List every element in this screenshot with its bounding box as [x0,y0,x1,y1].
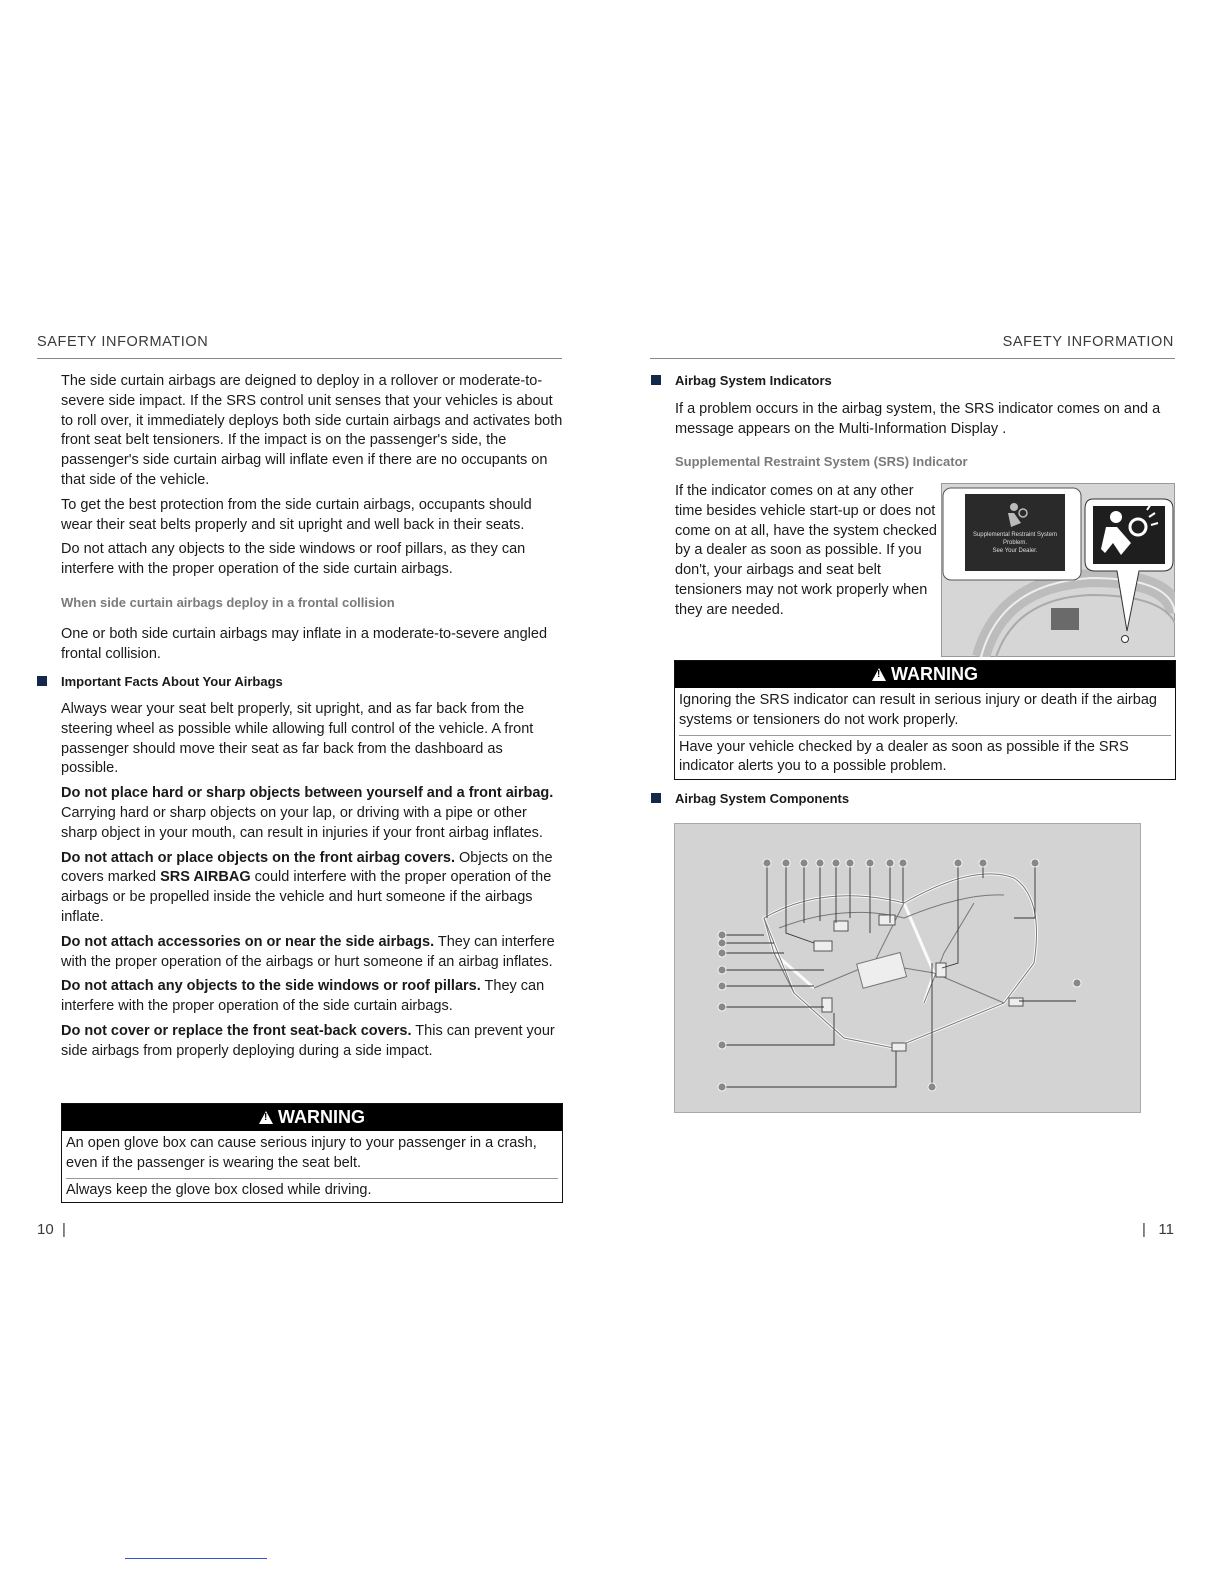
left-column [61,372,563,664]
seat-belt-paragraph: Always wear your seat belt properly, sit upright, and as far back from the steering wheel as possible while allowing full control of the vehicle. A front passenger should move their seat as far back from the dashboard as possible. [61,701,534,777]
airbag-indicators-heading: Airbag System Indicators [651,373,832,388]
warning-line: Always keep the glove box closed while driving. [66,1178,558,1201]
side-curtain-paragraph: The side curtain airbags are deigned to deploy in a rollover or moderate-to-severe side impact. If the SRS control unit senses that your vehicles is about to roll over, it immediately deploys both side curtain airbags and activates both front seat belt tensioners. If the impact is on the passenger's side, the passenger's side curtain airbag will inflate even if there are no occupants on that side of the vehicle. [61,373,563,488]
side-accessories-paragraph: Do not attach accessories on or near the side airbags. They can interfere with the proper operation of the airbags or hurt someone if an airbag inflates. [61,933,555,970]
warning-line: An open glove box can cause serious injury to your passenger in a crash, even if the passenger is wearing the seat belt. [66,1135,537,1171]
warning-line: Ignoring the SRS indicator can result in serious injury or death if the airbag systems or tensioners do not work properly. [679,692,1157,728]
important-facts-body [61,700,563,1062]
warning-body [675,688,1175,779]
footer-link-underline [125,1558,267,1559]
sharp-objects-paragraph: Do not place hard or sharp objects between yourself and a front airbag. Carrying hard or sharp objects on your lap, or driving with a pipe or other sharp object in your mouth, can result in injuries if your front airbag inflates. [61,785,554,841]
warning-header: !WARNING [62,1104,562,1131]
srs-indicator-warning [674,660,1176,780]
srs-indicator-text [675,482,937,621]
airbag-covers-paragraph: Do not attach or place objects on the front airbag covers. Objects on the covers marked SRS AIRBAG could interfere with the proper operation of the airbags or be propelled inside the vehicle and hurt someone if the airbags inflate. [61,849,553,925]
best-protection-paragraph: To get the best protection from the side curtain airbags, occupants should wear their seat belts properly and sit upright and well back in their seats. [61,496,532,533]
right-page-header: SAFETY INFORMATION [1002,334,1174,350]
left-page-header: SAFETY INFORMATION [37,334,209,350]
right-page-number: | 11 [1142,1221,1174,1238]
seat-back-covers-paragraph: Do not cover or replace the front seat-back covers. This can prevent your side airbags from properly deploying during a side impact. [61,1022,555,1059]
warning-line: Have your vehicle checked by a dealer as soon as possible if the SRS indicator alerts you to a possible problem. [679,735,1171,778]
bullet-square-icon [37,676,47,686]
display-message-line: See Your Dealer. [992,548,1038,554]
warning-header: !WARNING [675,661,1175,688]
airbag-components-diagram [674,823,1141,1113]
srs-indicator-subheading: Supplemental Restraint System (SRS) Indicator [675,453,968,469]
indicator-paragraph: If a problem occurs in the airbag system, the SRS indicator comes on and a message appears on the Multi-Information Display . [675,401,1161,437]
left-page-number: 10 | [37,1221,66,1238]
important-facts-heading: Important Facts About Your Airbags [37,674,283,689]
right-header-rule [650,358,1175,359]
do-not-attach-paragraph: Do not attach any objects to the side windows or roof pillars, as they can interfere with the proper operation of the side curtain airbags. [61,541,526,578]
indicators-body [675,400,1175,471]
srs-indicator-paragraph: If the indicator comes on at any other time besides vehicle start-up or does not come on at all, have the system checked by a dealer as soon as possible. If you don't, your airbags and seat belt tensioners may not work properly when they are needed. [675,483,937,618]
bullet-square-icon [651,375,661,385]
display-message-line: Problem. [1002,540,1028,546]
display-message-line: Supplemental Restraint System [972,532,1058,538]
warning-triangle-icon [259,1111,273,1124]
warning-triangle-icon [872,668,886,681]
bullet-square-icon [651,793,661,803]
left-header-rule [37,358,562,359]
glove-box-warning [61,1103,563,1203]
warning-body [62,1131,562,1202]
frontal-collision-paragraph: One or both side curtain airbags may inflate in a moderate-to-severe angled frontal collision. [61,625,548,662]
roof-pillars-paragraph: Do not attach any objects to the side windows or roof pillars. They can interfere with the proper operation of the side curtain airbags. [61,978,545,1015]
airbag-components-heading: Airbag System Components [651,791,849,806]
frontal-collision-subheading: When side curtain airbags deploy in a frontal collision [61,594,395,610]
srs-indicator-illustration [941,483,1175,657]
